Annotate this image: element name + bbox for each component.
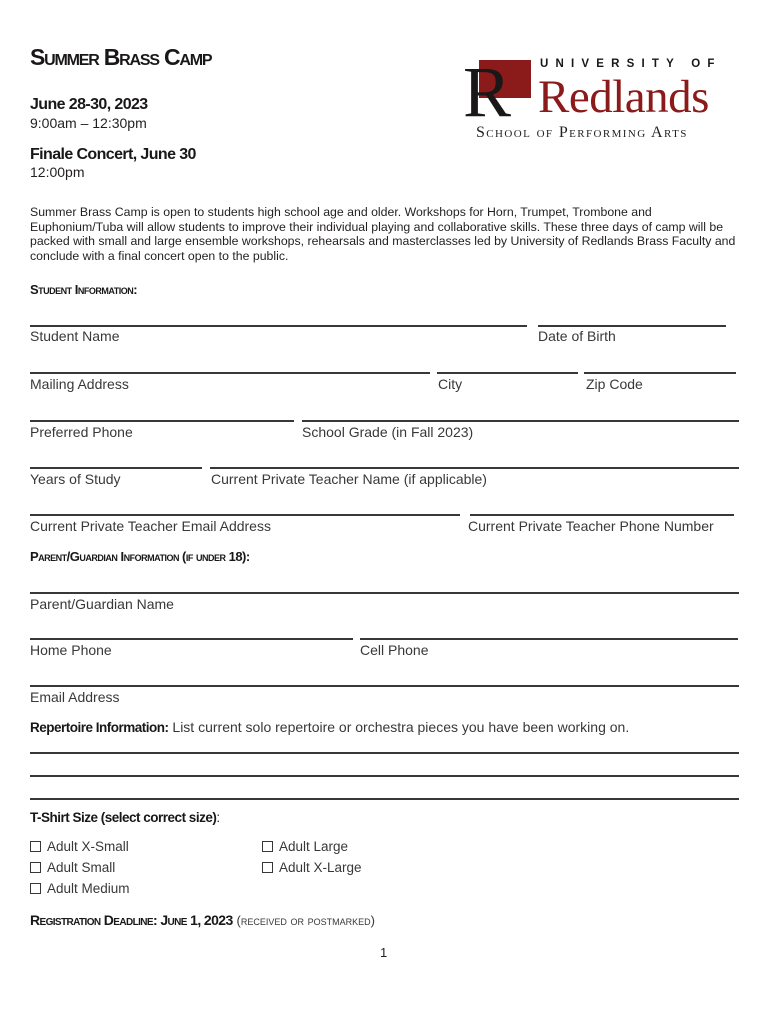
repertoire-instruction: List current solo repertoire or orchestra pieces you have been working on. bbox=[172, 719, 630, 735]
years-of-study-field[interactable] bbox=[30, 467, 202, 469]
tshirt-option-label: Adult Medium bbox=[47, 881, 130, 896]
registration-deadline bbox=[30, 912, 375, 928]
camp-description: Summer Brass Camp is open to students high school age and older. Workshops for Horn, Trumpet, Trombone and Euphonium/Tuba will allow students to improve their individual playing and collaborative skills. These three days of camp will be packed with small and large ensemble workshops, rehearsals and masterclasses led by University of Redlands Brass Faculty and conclude with a final concert open to the public. bbox=[30, 205, 736, 263]
mailing-address-label: Mailing Address bbox=[30, 376, 129, 392]
repertoire-row bbox=[30, 719, 629, 735]
deadline-note: (received or postmarked) bbox=[236, 913, 375, 928]
checkbox-icon[interactable] bbox=[30, 841, 41, 852]
repertoire-line[interactable] bbox=[30, 752, 739, 754]
tshirt-option-medium[interactable] bbox=[30, 881, 130, 896]
page-title: Summer Brass Camp bbox=[30, 44, 212, 70]
tshirt-option-label: Adult Small bbox=[47, 860, 116, 875]
tshirt-option-label: Adult X-Large bbox=[279, 860, 362, 875]
cell-phone-label: Cell Phone bbox=[360, 642, 429, 658]
tshirt-colon: : bbox=[216, 810, 221, 825]
tshirt-option-xsmall[interactable] bbox=[30, 839, 129, 854]
tshirt-option-large[interactable] bbox=[262, 839, 348, 854]
camp-time: 9:00am – 12:30pm bbox=[30, 115, 147, 131]
tshirt-option-xlarge[interactable] bbox=[262, 860, 362, 875]
zip-code-label: Zip Code bbox=[586, 376, 643, 392]
deadline-label: Registration Deadline: June 1, 2023 bbox=[30, 912, 233, 928]
tshirt-option-label: Adult X-Small bbox=[47, 839, 129, 854]
city-field[interactable] bbox=[437, 372, 578, 374]
date-of-birth-label: Date of Birth bbox=[538, 328, 616, 344]
svg-text:R: R bbox=[463, 60, 512, 120]
home-phone-field[interactable] bbox=[30, 638, 353, 640]
tshirt-option-label: Adult Large bbox=[279, 839, 349, 854]
city-label: City bbox=[438, 376, 463, 392]
tshirt-heading bbox=[30, 810, 220, 825]
teacher-email-field[interactable] bbox=[30, 514, 460, 516]
checkbox-icon[interactable] bbox=[30, 883, 41, 894]
school-grade-label: School Grade (in Fall 2023) bbox=[302, 424, 474, 440]
guardian-email-label: Email Address bbox=[30, 689, 120, 705]
repertoire-label: Repertoire Information: bbox=[30, 720, 169, 735]
preferred-phone-field[interactable] bbox=[30, 420, 294, 422]
teacher-email-label: Current Private Teacher Email Address bbox=[30, 518, 271, 534]
mailing-address-field[interactable] bbox=[30, 372, 430, 374]
guardian-name-field[interactable] bbox=[30, 592, 739, 594]
preferred-phone-label: Preferred Phone bbox=[30, 424, 133, 440]
checkbox-icon[interactable] bbox=[262, 862, 273, 873]
guardian-name-label: Parent/Guardian Name bbox=[30, 596, 174, 612]
student-info-heading: Student Information: bbox=[30, 282, 138, 297]
zip-code-field[interactable] bbox=[584, 372, 736, 374]
checkbox-icon[interactable] bbox=[262, 841, 273, 852]
date-of-birth-field[interactable] bbox=[538, 325, 726, 327]
student-name-field[interactable] bbox=[30, 325, 527, 327]
checkbox-icon[interactable] bbox=[30, 862, 41, 873]
tshirt-label: T-Shirt Size (select correct size) bbox=[30, 810, 217, 825]
repertoire-line[interactable] bbox=[30, 798, 739, 800]
finale-concert: Finale Concert, June 30 bbox=[30, 146, 196, 163]
teacher-phone-label: Current Private Teacher Phone Number bbox=[468, 518, 714, 534]
logo-school-text: School of Performing Arts bbox=[476, 124, 688, 141]
teacher-name-field[interactable] bbox=[210, 467, 739, 469]
logo-redlands-text: Redlands bbox=[538, 71, 709, 123]
page-number: 1 bbox=[380, 945, 388, 960]
finale-time: 12:00pm bbox=[30, 164, 85, 180]
redlands-logo-icon bbox=[463, 60, 531, 120]
tshirt-option-small[interactable] bbox=[30, 860, 115, 875]
camp-dates: June 28-30, 2023 bbox=[30, 96, 148, 113]
repertoire-line[interactable] bbox=[30, 775, 739, 777]
home-phone-label: Home Phone bbox=[30, 642, 112, 658]
student-name-label: Student Name bbox=[30, 328, 120, 344]
parent-info-heading: Parent/Guardian Information (if under 18): bbox=[30, 549, 250, 564]
logo-university-text: UNIVERSITY OF bbox=[540, 58, 722, 70]
school-grade-field[interactable] bbox=[302, 420, 739, 422]
years-of-study-label: Years of Study bbox=[30, 471, 121, 487]
guardian-email-field[interactable] bbox=[30, 685, 739, 687]
teacher-phone-field[interactable] bbox=[470, 514, 734, 516]
cell-phone-field[interactable] bbox=[360, 638, 738, 640]
teacher-name-label: Current Private Teacher Name (if applicable) bbox=[211, 471, 487, 487]
